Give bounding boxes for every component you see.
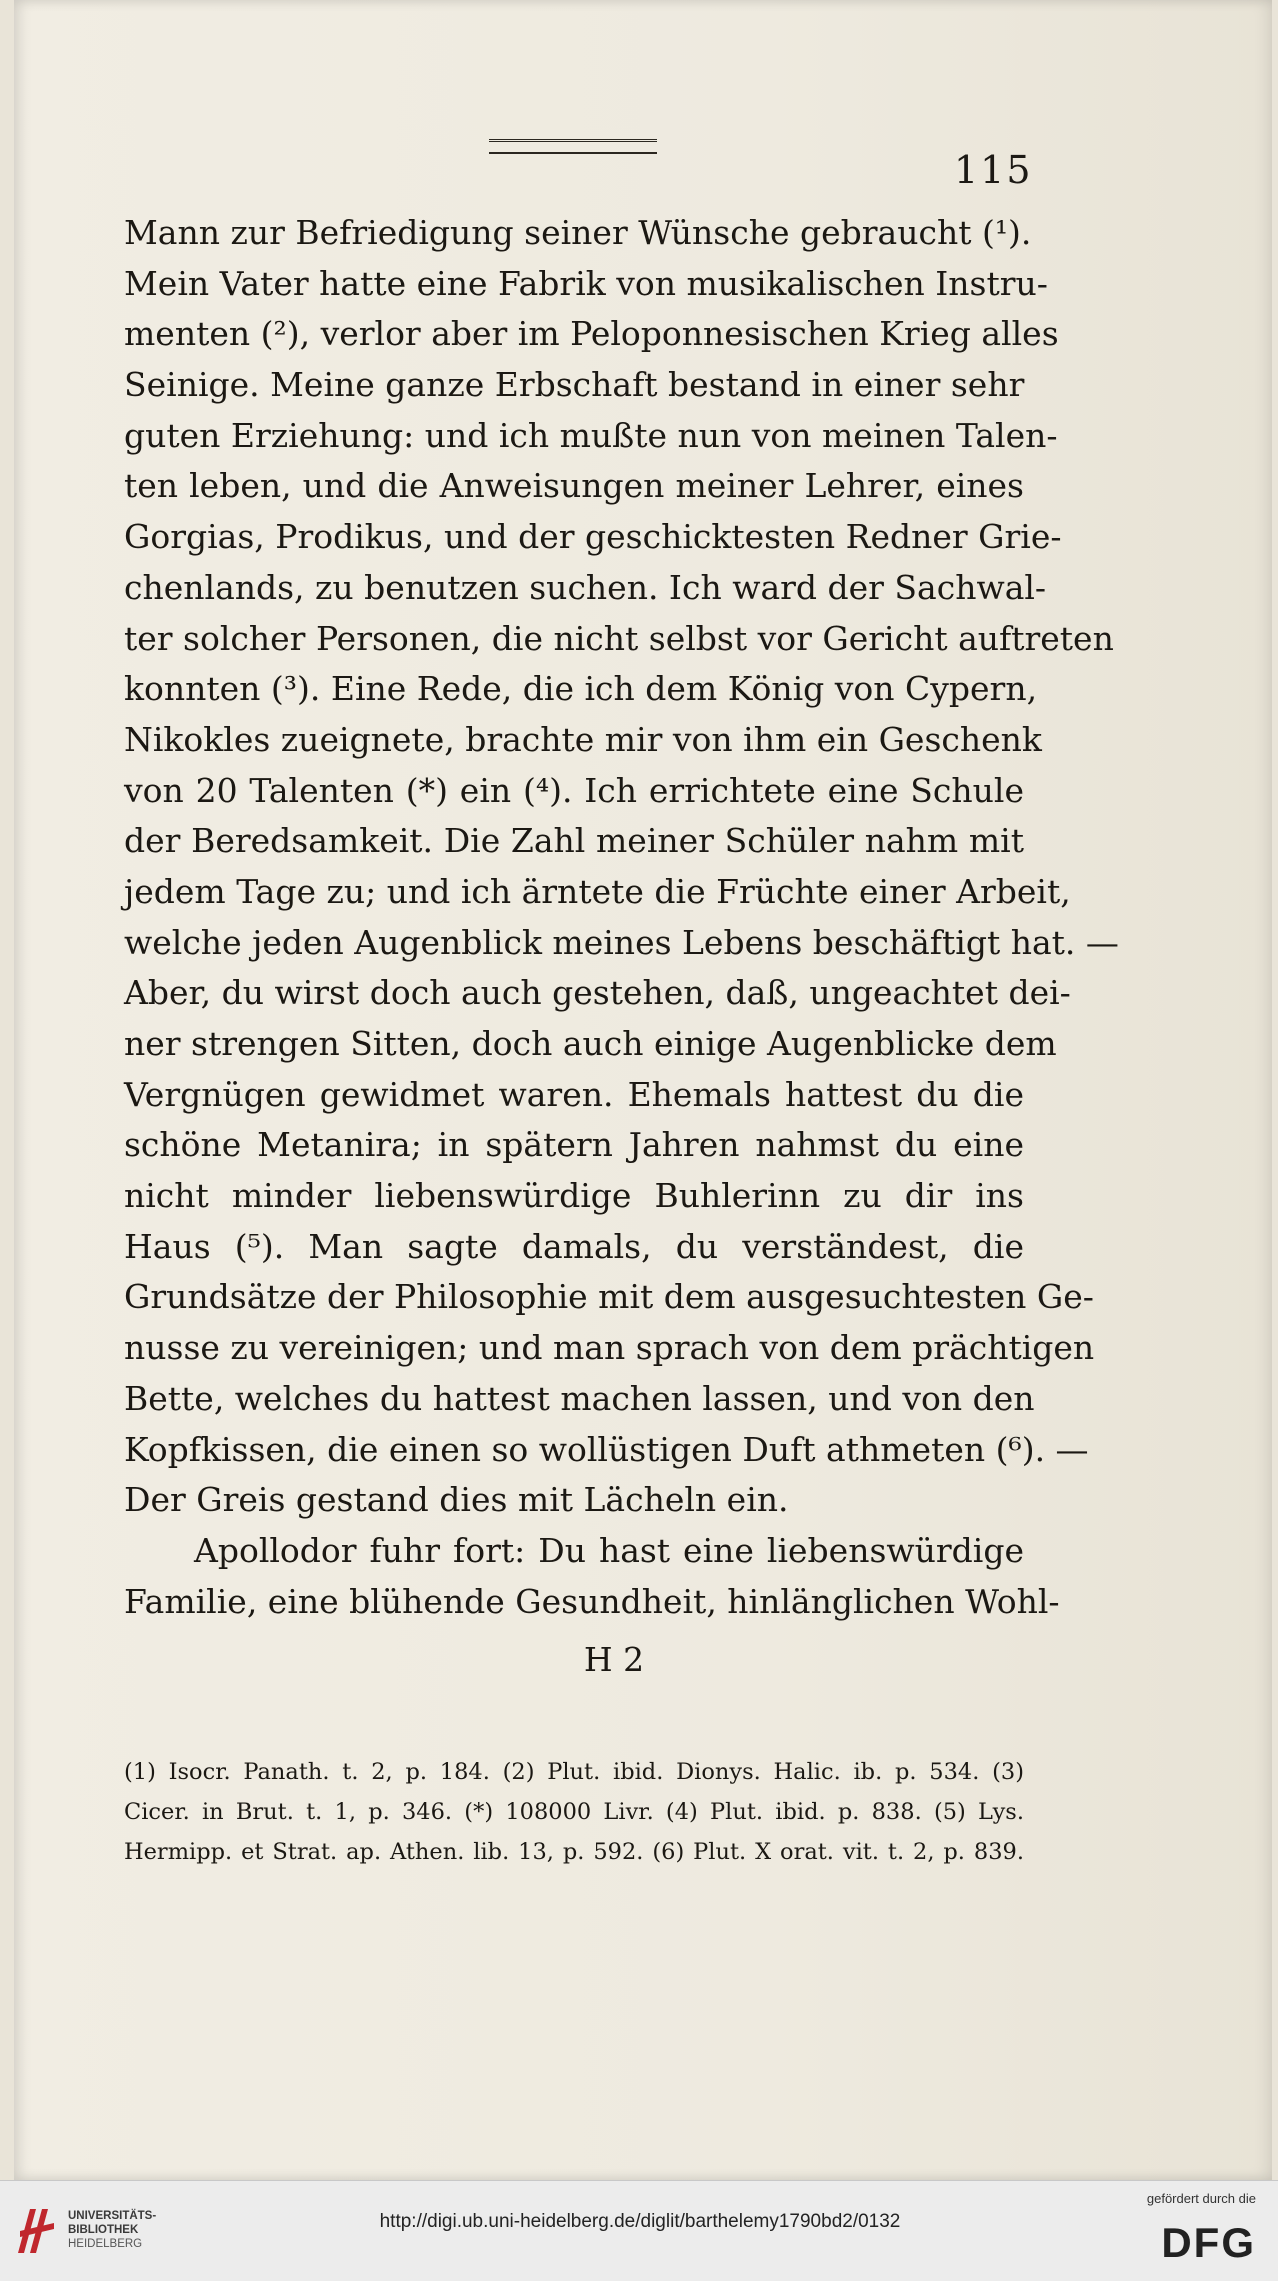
footnote-line: Hermipp. et Strat. ap. Athen. lib. 13, p. 592. (6) Plut. X orat. vit. t. 2, p. 839.	[124, 1839, 1024, 1865]
text-line: ten leben, und die Anweisungen meiner Lehrer, eines	[124, 466, 1024, 506]
text-line: Kopfkissen, die einen so wollüstigen Duft athmeten (⁶). —	[124, 1429, 1089, 1469]
text-line: konnten (³). Eine Rede, die ich dem König von Cypern,	[124, 669, 1038, 709]
library-name	[68, 2209, 156, 2251]
body-text	[124, 208, 1119, 1627]
text-line: guten Erziehung: und ich mußte nun von meinen Talen-	[124, 415, 1058, 455]
text-line: Vergnügen gewidmet waren. Ehemals hattest du die	[124, 1074, 1024, 1114]
university-library-logo-icon[interactable]	[14, 2205, 58, 2257]
text-line: von 20 Talenten (*) ein (⁴). Ich errichtete eine Schule	[124, 770, 1024, 810]
text-line: jedem Tage zu; und ich ärntete die Früchte einer Arbeit,	[124, 871, 1071, 911]
text-line: Aber, du wirst doch auch gestehen, daß, ungeachtet dei-	[124, 973, 1071, 1013]
page-number: 115	[954, 148, 1033, 192]
text-line: Der Greis gestand dies mit Lächeln ein.	[124, 1480, 789, 1520]
text-line: menten (²), verlor aber im Peloponnesischen Krieg alles	[124, 314, 1059, 354]
funded-by-text: gefördert durch die	[1146, 2191, 1256, 2206]
dfg-logo[interactable]: DFG	[1161, 2219, 1256, 2266]
text-line: Mein Vater hatte eine Fabrik von musikalischen Instru-	[124, 263, 1048, 303]
text-line: nicht minder liebenswürdige Buhlerinn zu dir ins	[124, 1176, 1024, 1216]
text-line: der Beredsamkeit. Die Zahl meiner Schüler nahm mit	[124, 821, 1024, 861]
text-line: ner strengen Sitten, doch auch einige Augenblicke dem	[124, 1024, 1057, 1063]
text-line: Haus (⁵). Man sagte damals, du verständest, die	[124, 1226, 1024, 1266]
text-line: Mann zur Befriedigung seiner Wünsche gebraucht (¹).	[124, 213, 1032, 252]
library-name-line2: BIBLIOTHEK	[68, 2224, 139, 2236]
book-page	[14, 0, 1272, 2180]
text-line: Seinige. Meine ganze Erbschaft bestand in einer sehr	[124, 365, 1025, 405]
text-line: nusse zu vereinigen; und man sprach von dem prächtigen	[124, 1328, 1095, 1368]
text-line: Grundsätze der Philosophie mit dem ausgesuchtesten Ge-	[124, 1277, 1094, 1317]
text-line: chenlands, zu benutzen suchen. Ich ward der Sachwal-	[124, 567, 1047, 607]
text-line: Bette, welches du hattest machen lassen, und von den	[124, 1378, 1035, 1418]
text-line: Familie, eine blühende Gesundheit, hinlänglichen Wohl-	[124, 1581, 1060, 1621]
permalink-url[interactable]: http://digi.ub.uni-heidelberg.de/diglit/barthelemy1790bd2/0132	[379, 2211, 901, 2232]
signature-mark: H 2	[583, 1640, 645, 1679]
footnote-line: (1) Isocr. Panath. t. 2, p. 184. (2) Plut. ibid. Dionys. Halic. ib. p. 534. (3)	[124, 1759, 1024, 1785]
text-line: welche jeden Augenblick meines Lebens beschäftigt hat. —	[124, 922, 1119, 962]
footnote-line: Cicer. in Brut. t. 1, p. 346. (*) 108000 Livr. (4) Plut. ibid. p. 838. (5) Lys.	[124, 1799, 1024, 1825]
text-line: schöne Metanira; in spätern Jahren nahmst du eine	[124, 1125, 1024, 1165]
header-rule	[489, 139, 657, 154]
text-line: Apollodor fuhr fort: Du hast eine liebenswürdige	[194, 1530, 1024, 1570]
footer-bar	[0, 2180, 1278, 2281]
footnotes	[124, 1752, 1024, 1872]
text-line: Gorgias, Prodikus, und der geschicktesten Redner Grie-	[124, 517, 1062, 557]
library-name-line1: UNIVERSITÄTS-	[68, 2210, 157, 2222]
library-name-line3: HEIDELBERG	[68, 2238, 143, 2250]
text-line: ter solcher Personen, die nicht selbst vor Gericht auftreten	[124, 618, 1114, 658]
text-line: Nikokles zueignete, brachte mir von ihm ein Geschenk	[124, 719, 1042, 759]
